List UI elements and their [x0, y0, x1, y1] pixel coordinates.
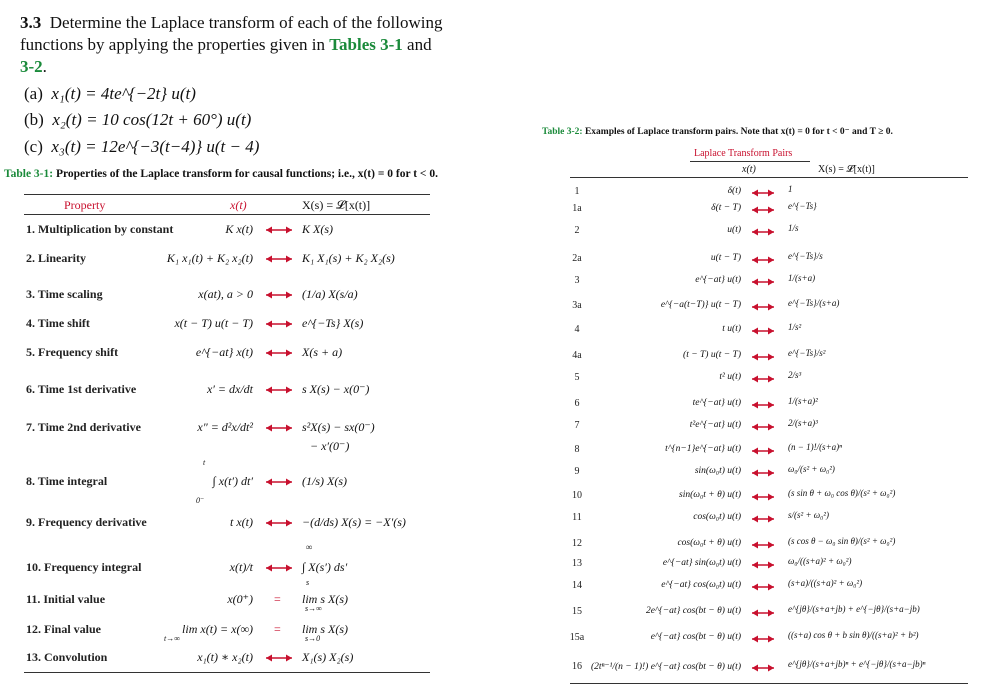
table2-caption: [542, 126, 893, 137]
table2-row-number: 8: [574, 444, 580, 455]
table1-row-x: x(at), a > 0: [198, 287, 253, 301]
table1-header-X: X(s) = 𝓛[x(t)]: [302, 198, 371, 212]
table1-row-x: x₁(t) ∗ x₂(t): [197, 650, 253, 664]
table2-row-X: 1: [788, 184, 793, 194]
table1-row-arrow: [266, 423, 292, 433]
table1-caption-label: Table 3-1:: [4, 168, 54, 180]
table2-row-number: 15a: [569, 632, 585, 643]
table2-row-x: t u(t): [722, 324, 741, 334]
table1-row-arrow: [266, 477, 292, 487]
table2-row-arrow: [752, 400, 774, 410]
table2-row-X: ω₀/((s+a)² + ω₀²): [788, 556, 852, 566]
table1-row-name: 12. Final value: [26, 622, 102, 636]
table2-row-number: 12: [572, 538, 582, 549]
table1-row-X: (1/s) X(s): [302, 474, 347, 488]
table2-row-X: (s sin θ + ω₀ cos θ)/(s² + ω₀²): [788, 488, 896, 498]
table1-row-arrow: [266, 319, 292, 329]
table1-row-X: K X(s): [302, 222, 333, 236]
table1-row-name: 7. Time 2nd derivative: [26, 420, 141, 434]
period: .: [42, 57, 47, 76]
table2-row-arrow: [752, 205, 774, 215]
table1-caption-text: Properties of the Laplace transform for causal functions; i.e., x(t) = 0 for t < 0.: [55, 168, 438, 180]
table2-row-x: 2e^{−at} cos(bt − θ) u(t): [645, 606, 741, 616]
table1-row-x: x(t − T) u(t − T): [174, 316, 253, 330]
problem-statement: [20, 12, 480, 78]
table1-row-arrow: [266, 348, 292, 358]
table2-row-x: e^{−at} cos(bt − θ) u(t): [650, 632, 741, 642]
table2-row-x: e^{−at} u(t): [695, 275, 741, 285]
table2-row-number: 14: [572, 580, 582, 591]
table1-row-name: 4. Time shift: [26, 316, 90, 330]
table1-row-X: (1/a) X(s/a): [302, 287, 358, 301]
table1-row-X: X₁(s) X₂(s): [302, 650, 354, 664]
table1-row-X: lim s X(s): [302, 622, 348, 636]
table2-row-x: sin(ω₀t) u(t): [694, 466, 741, 476]
table2-row-x: u(t): [727, 225, 741, 235]
table2-row-number: 3: [574, 275, 580, 286]
table2-header-x: x(t): [742, 164, 756, 175]
table2-row-arrow: [752, 422, 774, 432]
table2-row-number: 7: [574, 420, 580, 431]
table1-row-name: 3. Time scaling: [26, 287, 103, 301]
part-c-expr: x₃(t) = 12e^{−3(t−4)} u(t − 4): [51, 137, 260, 156]
table1-row-equals: =: [274, 622, 281, 636]
table1-top-rule: [24, 194, 430, 195]
table1-row-arrow: [266, 254, 292, 264]
table2-row-number: 1a: [572, 203, 582, 214]
table2-row-x: u(t − T): [710, 253, 741, 263]
table2-caption-label: Table 3-2:: [542, 127, 583, 137]
table1-row-name: 9. Frequency derivative: [26, 515, 147, 529]
table1-row-name: 1. Multiplication by constant: [26, 222, 174, 236]
table2-row-arrow: [752, 663, 774, 673]
table1-row-x: x(t)/t: [229, 560, 253, 574]
table1-row-arrow: [266, 385, 292, 395]
table2-row-arrow: [752, 634, 774, 644]
table-ref-2[interactable]: 3-2: [20, 57, 43, 76]
table2-row-x: t^{n−1}e^{−at} u(t): [665, 444, 741, 454]
table-ref-1[interactable]: Tables 3-1: [329, 35, 403, 54]
table1-row-X: e^{−Ts} X(s): [302, 316, 364, 330]
table1-row-x: x″ = d²x/dt²: [197, 420, 253, 434]
table2-row-X: (n − 1)!/(s+a)ⁿ: [788, 442, 842, 452]
table1-row-arrow: [266, 563, 292, 573]
table1-row-name: 11. Initial value: [26, 592, 106, 606]
table1-caption: [4, 168, 438, 180]
table1-row-x: t x(t): [230, 515, 253, 529]
table1-row-x: ∫ x(t′) dt′: [212, 474, 253, 488]
table2-row-arrow: [752, 540, 774, 550]
integral-upper-bound: t: [203, 458, 206, 467]
table2-row-X: e^{−Ts}/s²: [788, 348, 826, 358]
table1-row-X: s X(s) − x(0⁻): [302, 382, 370, 396]
table2-bottom-rule: [570, 683, 968, 684]
table1-row-X: X(s + a): [302, 345, 343, 359]
table2-header-X: X(s) = 𝓛[x(t)]: [818, 164, 875, 175]
table1-row-x: lim x(t) = x(∞): [182, 622, 253, 636]
table2-row-number: 11: [572, 512, 582, 523]
table2-row-number: 2a: [572, 253, 582, 264]
table2-caption-text: Examples of Laplace transform pairs. Note that x(t) = 0 for t < 0⁻ and T ≥ 0.: [584, 127, 893, 137]
table2-row-X: 1/(s+a): [788, 273, 816, 283]
integral-lower-bound: 0⁻: [196, 496, 205, 505]
table1-row-name: 2. Linearity: [26, 251, 86, 265]
table1-row-limit: s→0: [305, 634, 321, 643]
table2-row-arrow: [752, 326, 774, 336]
table1-row-equals: =: [274, 592, 281, 606]
table2-row-number: 9: [574, 466, 580, 477]
table2-row-X: e^{jθ}/(s+a+jb) + e^{−jθ}/(s+a−jb): [788, 604, 920, 614]
part-b: [24, 110, 251, 130]
table2-row-arrow: [752, 374, 774, 384]
table2-row-number: 16: [572, 661, 582, 672]
table2-row-arrow: [752, 446, 774, 456]
table1-row-limit: s→∞: [305, 604, 322, 613]
part-a: [24, 84, 196, 104]
table2-row-X: 2/(s+a)³: [788, 418, 818, 428]
table1-bottom-rule: [24, 672, 430, 673]
table1-row-name: 13. Convolution: [26, 650, 108, 664]
table2-row-X: s/(s² + ω₀²): [788, 510, 829, 520]
table1-row-arrow: [266, 518, 292, 528]
and-word: and: [407, 35, 432, 54]
table2-row-X: 1/(s+a)²: [788, 396, 818, 406]
table1-row-X-cont: − x′(0⁻): [310, 439, 350, 453]
table2-row-arrow: [752, 277, 774, 287]
freq-integral-upper-bound: ∞: [306, 542, 313, 552]
table2-row-arrow: [752, 514, 774, 524]
table1-row-name: 10. Frequency integral: [26, 560, 142, 574]
part-c: [24, 137, 259, 157]
table2-row-X: e^{jθ}/(s+a+jb)ⁿ + e^{−jθ}/(s+a−jb)ⁿ: [788, 659, 926, 669]
table2-row-arrow: [752, 255, 774, 265]
table2-row-X: ω₀/(s² + ω₀²): [788, 464, 835, 474]
table2-row-arrow: [752, 560, 774, 570]
table2-row-x: te^{−at} u(t): [692, 398, 741, 408]
part-a-expr: x₁(t) = 4te^{−2t} u(t): [51, 84, 196, 103]
table2-row-number: 4: [574, 324, 580, 335]
table2-row-number: 2: [574, 225, 580, 236]
table2-row-x: e^{−at} sin(ω₀t) u(t): [662, 558, 741, 568]
problem-number: 3.3: [20, 13, 42, 32]
table2-row-arrow: [752, 302, 774, 312]
part-b-label: (b): [24, 110, 44, 129]
table1-row-name: 6. Time 1st derivative: [26, 382, 137, 396]
table1-row-arrow: [266, 653, 292, 663]
table1-row-x: K₁ x₁(t) + K₂ x₂(t): [166, 251, 253, 265]
table1-row-X: ∫ X(s′) ds′: [302, 560, 348, 574]
table2-row-arrow: [752, 227, 774, 237]
table2-group-rule: [690, 161, 810, 162]
part-b-expr: x₂(t) = 10 cos(12t + 60°) u(t): [52, 110, 252, 129]
table1-row-x: e^{−at} x(t): [195, 345, 253, 359]
table2-row-number: 6: [574, 398, 580, 409]
table2-row-x: (t − T) u(t − T): [683, 350, 741, 360]
table2-row-x: cos(ω₀t + θ) u(t): [677, 538, 741, 548]
table2-row-number: 3a: [572, 300, 582, 311]
table2-row-X: e^{−Ts}: [788, 201, 817, 211]
table2-row-number: 5: [574, 372, 580, 383]
freq-integral-lower-bound: s: [306, 578, 310, 587]
table2-row-x: δ(t − T): [711, 203, 741, 213]
part-c-label: (c): [24, 137, 43, 156]
table2-group-header: Laplace Transform Pairs: [694, 148, 793, 159]
table2-row-arrow: [752, 582, 774, 592]
table2-row-number: 4a: [572, 350, 582, 361]
table2-row-x: t² u(t): [719, 372, 741, 382]
table2-row-number: 13: [572, 558, 582, 569]
table2-row-x: δ(t): [727, 186, 741, 196]
table1-header-property: Property: [64, 198, 106, 212]
table2-row-X: e^{−Ts}/(s+a): [788, 298, 840, 308]
table1-row-X: lim s X(s): [302, 592, 348, 606]
table2-row-number: 10: [572, 490, 582, 501]
table2-row-x: (2tⁿ⁻¹/(n − 1)!) e^{−at} cos(bt − θ) u(t): [590, 662, 741, 672]
table2-row-number: 1: [574, 186, 580, 197]
table1-row-xlimit: t→∞: [164, 634, 180, 643]
table2-row-X: e^{−Ts}/s: [788, 251, 823, 261]
part-a-label: (a): [24, 84, 43, 103]
table2-row-arrow: [752, 608, 774, 618]
table2-row-x: sin(ω₀t + θ) u(t): [679, 490, 741, 500]
table1-header-x: x(t): [230, 198, 247, 212]
problem-intro: Determine the Laplace transform of each of the following functions by applying the properties given in: [20, 13, 443, 54]
table1-row-x: K x(t): [225, 222, 253, 236]
table1-row-x: x′ = dx/dt: [206, 382, 253, 396]
table2-row-arrow: [752, 352, 774, 362]
table2-row-X: 1/s: [788, 223, 799, 233]
table2-row-X: 2/s³: [788, 370, 802, 380]
table2-header-rule: [570, 177, 968, 178]
table1-row-arrow: [266, 290, 292, 300]
table2-row-x: cos(ω₀t) u(t): [693, 512, 741, 522]
table2-row-x: t²e^{−at} u(t): [689, 420, 741, 430]
table1-row-name: 5. Frequency shift: [26, 345, 119, 359]
table2-row-arrow: [752, 188, 774, 198]
table2-row-X: ((s+a) cos θ + b sin θ)/((s+a)² + b²): [788, 630, 919, 640]
table2-row-number: 15: [572, 606, 582, 617]
table1-row-X: −(d/ds) X(s) = −X′(s): [302, 515, 406, 529]
table2-row-x: e^{−a(t−T)} u(t − T): [660, 300, 741, 310]
table1-row-X: K₁ X₁(s) + K₂ X₂(s): [302, 251, 395, 265]
table2-row-arrow: [752, 468, 774, 478]
table1-row-arrow: [266, 225, 292, 235]
table2-row-X: (s+a)/((s+a)² + ω₀²): [788, 578, 863, 588]
table2-row-X: (s cos θ − ω₀ sin θ)/(s² + ω₀²): [788, 536, 896, 546]
table1-row-X: s²X(s) − sx(0⁻): [302, 420, 375, 434]
table1-row-name: 8. Time integral: [26, 474, 108, 488]
table2-row-x: e^{−at} cos(ω₀t) u(t): [661, 580, 741, 590]
table2-row-X: 1/s²: [788, 322, 802, 332]
table2-row-arrow: [752, 492, 774, 502]
table1-header-rule: [24, 214, 430, 215]
table1-row-x: x(0⁺): [227, 592, 253, 606]
